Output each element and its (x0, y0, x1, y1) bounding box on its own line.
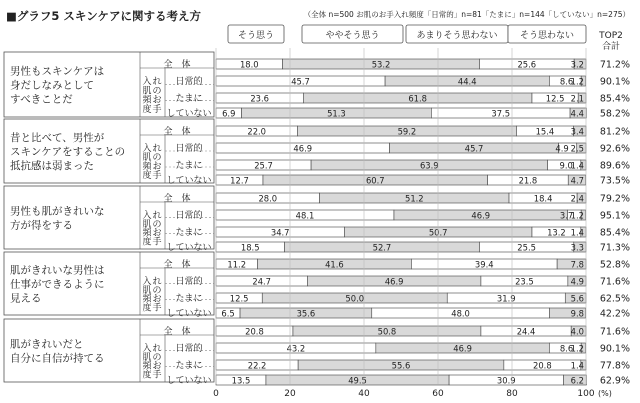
x-tick-label: 40 (358, 389, 370, 399)
data-label: 18.5 (240, 242, 260, 253)
data-label: 48.0 (451, 308, 470, 319)
top2-value: 81.2% (599, 126, 630, 138)
question-group (4, 119, 630, 187)
data-label: 50.0 (345, 293, 365, 304)
x-tick-label: 100 (577, 389, 595, 399)
group-label-char: 入 (142, 77, 152, 87)
data-label: 46.9 (453, 343, 472, 354)
legend-label: そう思う (237, 31, 275, 41)
data-label: 1.4 (570, 227, 584, 238)
data-label: 1.2 (570, 210, 584, 221)
data-label: 1.4 (570, 160, 584, 171)
question-text: 身だしなみとして (10, 79, 94, 92)
question-text: 見える (10, 292, 42, 305)
data-label: 41.6 (325, 259, 344, 270)
data-label: 22.0 (247, 126, 267, 137)
row-label: していない (166, 176, 212, 186)
group-label-char: お (152, 361, 162, 372)
row-label: たまに (175, 361, 203, 371)
question-group (4, 186, 630, 254)
data-label: 25.5 (517, 242, 536, 253)
top2-value: 73.5% (599, 175, 630, 187)
data-label: 11.2 (227, 259, 247, 270)
legend-label: あまりそう思わない (416, 31, 498, 41)
data-label: 37.5 (491, 108, 511, 119)
group-label-char: お (152, 294, 162, 305)
data-label: 23.6 (250, 93, 269, 104)
row-label: 日常的 (175, 277, 203, 287)
group-label-char: 手 (152, 303, 162, 314)
top2-value: 71.6% (599, 276, 630, 288)
legend (228, 25, 586, 43)
chart-title: ■グラフ5 スキンケアに関する考え方 (6, 9, 202, 23)
group-label-char: の (152, 285, 162, 296)
data-label: 44.4 (457, 76, 477, 87)
group-label-char: の (152, 219, 162, 230)
data-label: 6.9 (222, 108, 236, 119)
group-label-char: れ (152, 211, 162, 221)
data-label: 51.3 (327, 108, 346, 119)
top2-value: 85.4% (599, 227, 630, 239)
data-label: 12.5 (229, 293, 249, 304)
data-label: 15.4 (535, 126, 555, 137)
data-label: 6.2 (570, 375, 584, 386)
group-label-char: 頻 (142, 228, 152, 239)
data-label: 1.2 (570, 343, 584, 354)
question-text: 方が得をする (10, 219, 73, 232)
x-unit-label: (%) (598, 389, 612, 398)
group-label-char: お (152, 95, 162, 106)
data-label: 2.4 (570, 193, 584, 204)
question-groups (4, 52, 630, 387)
question-group (4, 252, 630, 320)
data-label: 4.9 (555, 143, 569, 154)
top2-header (598, 31, 623, 52)
top2-value: 58.2% (599, 108, 630, 120)
data-label: 22.2 (247, 360, 267, 371)
data-label: 12.7 (230, 175, 249, 186)
data-label: 20.8 (245, 326, 264, 337)
group-label-char: お (152, 228, 162, 239)
row-label: たまに (175, 228, 203, 238)
legend-label: ややそう思う (325, 31, 380, 41)
top2-value: 89.6% (599, 160, 630, 172)
top2-value: 52.8% (599, 259, 630, 271)
group-label-char: れ (152, 144, 162, 154)
data-label: 43.2 (286, 343, 306, 354)
group-label-char: 肌 (142, 153, 152, 163)
top2-value: 90.1% (599, 76, 630, 88)
row-label: たまに (175, 294, 203, 304)
top2-header-label: 合計 (601, 42, 621, 52)
data-label: 4.0 (570, 326, 584, 337)
top2-header-label: TOP2 (599, 31, 623, 41)
row-label: していない (166, 109, 212, 119)
top2-value: 90.1% (599, 343, 630, 355)
top2-value: 85.4% (599, 93, 630, 105)
question-text: 男性もスキンケアは (10, 65, 105, 78)
data-label: 25.7 (254, 160, 273, 171)
group-label-char: の (152, 352, 162, 363)
data-label: 9.0 (559, 160, 573, 171)
group-label-char: 度 (142, 303, 152, 314)
data-label: 8.6 (559, 76, 574, 87)
row-label: 全 体 (163, 194, 191, 204)
top2-value: 62.5% (599, 293, 630, 305)
row-label: していない (166, 376, 212, 386)
data-label: 3.4 (570, 126, 584, 137)
data-label: 18.4 (533, 193, 553, 204)
group-label-char: 肌 (142, 219, 152, 230)
row-label: 日常的 (175, 144, 203, 154)
data-label: 18.0 (239, 59, 259, 70)
group-label-char: 頻 (142, 95, 152, 106)
question-group (4, 52, 630, 120)
data-label: 13.2 (547, 227, 566, 238)
group-label-char: 度 (142, 104, 152, 115)
data-label: 55.6 (391, 360, 411, 371)
x-tick-label: 80 (506, 389, 518, 399)
group-label-char: 度 (142, 171, 152, 181)
data-label: 60.7 (365, 175, 385, 186)
row-label: 日常的 (175, 211, 203, 221)
question-text: 肌がきれいな男性は (10, 264, 105, 277)
data-label: 45.7 (291, 76, 310, 87)
data-label: 1.2 (570, 76, 584, 87)
data-label: 23.5 (515, 276, 534, 287)
data-label: 3.2 (570, 59, 584, 70)
top2-value: 42.2% (599, 308, 630, 320)
group-label-char: 頻 (142, 162, 152, 172)
row-label: していない (166, 309, 212, 319)
row-label: 全 体 (163, 60, 191, 70)
row-label: たまに (175, 161, 203, 171)
data-label: 46.9 (293, 143, 313, 154)
group-label-char: 頻 (142, 361, 152, 372)
data-label: 12.5 (545, 93, 565, 104)
group-label-char: の (152, 153, 162, 163)
top2-value: 71.6% (599, 326, 630, 338)
data-label: 28.0 (258, 193, 278, 204)
data-label: 48.1 (295, 210, 315, 221)
data-label: 5.6 (570, 293, 584, 304)
group-label-char: お (152, 162, 162, 172)
question-text: 仕事ができるように (10, 278, 105, 291)
question-group (4, 319, 630, 387)
data-label: 8.6 (559, 343, 574, 354)
group-label-char: 手 (152, 370, 162, 381)
data-label: 25.6 (517, 59, 537, 70)
group-label-char: 手 (152, 237, 162, 248)
data-label: 24.4 (516, 326, 536, 337)
data-label: 4.9 (570, 276, 584, 287)
data-label: 24.7 (252, 276, 272, 287)
data-label: 2.1 (570, 93, 584, 104)
data-label: 9.8 (570, 308, 584, 319)
group-label-char: 肌 (142, 352, 152, 363)
data-label: 53.2 (371, 59, 391, 70)
group-label-char: れ (152, 344, 162, 354)
top2-value: 71.3% (599, 242, 630, 254)
sample-size-note: （全体 n=500 お肌のお手入れ頻度「日常的」n=81「たまに」n=144「していない」n=275） (303, 10, 630, 19)
group-label-char: 入 (142, 344, 152, 354)
group-label-char: 肌 (142, 86, 152, 97)
data-label: 52.7 (372, 242, 392, 253)
row-label: していない (166, 243, 212, 253)
row-label: 全 体 (163, 260, 191, 270)
data-label: 30.9 (496, 375, 516, 386)
data-label: 31.9 (496, 293, 516, 304)
data-label: 3.3 (570, 242, 584, 253)
row-label: 日常的 (175, 77, 203, 87)
group-label-char: 入 (142, 144, 152, 154)
data-label: 50.7 (428, 227, 448, 238)
data-label: 49.5 (348, 375, 367, 386)
data-label: 4.4 (570, 108, 584, 119)
data-label: 46.9 (384, 276, 404, 287)
top2-value: 71.2% (599, 59, 630, 71)
top2-value: 77.8% (599, 360, 630, 372)
top2-value: 92.6% (599, 143, 630, 155)
row-label: たまに (175, 94, 203, 104)
data-label: 21.8 (518, 175, 538, 186)
data-label: 59.2 (397, 126, 417, 137)
data-label: 1.4 (570, 360, 584, 371)
top2-value: 79.2% (599, 193, 630, 205)
data-label: 20.8 (533, 360, 552, 371)
group-label-char: 入 (142, 211, 152, 221)
group-label-char: れ (152, 77, 162, 87)
data-label: 13.5 (231, 375, 251, 386)
data-label: 61.8 (408, 93, 427, 104)
data-label: 4.7 (570, 175, 584, 186)
legend-label: そう思わない (519, 31, 575, 41)
data-label: 63.9 (419, 160, 439, 171)
question-text: 昔と比べて、男性が (10, 132, 105, 144)
data-label: 3.7 (559, 210, 574, 221)
question-text: 抵抗感は弱まった (10, 160, 94, 172)
data-label: 34.7 (270, 227, 290, 238)
group-label-char: 度 (142, 370, 152, 381)
group-label-char: 手 (152, 171, 162, 181)
question-text: 男性も肌がきれいな (10, 205, 105, 218)
top2-value: 95.1% (599, 210, 630, 222)
x-tick-label: 60 (432, 389, 444, 399)
data-label: 6.5 (221, 308, 235, 319)
group-label-char: れ (152, 277, 162, 287)
x-tick-label: 20 (284, 389, 296, 399)
data-label: 46.9 (471, 210, 491, 221)
row-label: 全 体 (163, 127, 191, 137)
group-label-char: 度 (142, 237, 152, 248)
data-label: 39.4 (474, 259, 494, 270)
data-label: 50.8 (377, 326, 397, 337)
group-label-char: の (152, 86, 162, 97)
group-label-char: 肌 (142, 285, 152, 296)
x-tick-label: 0 (213, 389, 219, 399)
group-label-char: 入 (142, 277, 152, 287)
row-label: 日常的 (175, 344, 203, 354)
data-label: 7.8 (570, 259, 584, 270)
data-label: 35.6 (296, 308, 316, 319)
data-label: 51.2 (404, 193, 424, 204)
question-text: すべきことだ (10, 93, 73, 106)
group-label-char: 頻 (142, 294, 152, 305)
top2-value: 62.9% (599, 375, 630, 387)
question-text: 肌がきれいだと (10, 338, 84, 351)
question-text: 自分に自信が持てる (10, 352, 105, 365)
row-label: 全 体 (163, 327, 191, 337)
data-label: 45.7 (464, 143, 484, 154)
data-label: 2.5 (570, 143, 584, 154)
question-text: スキンケアをすることの (10, 146, 126, 158)
group-label-char: 手 (152, 104, 162, 115)
